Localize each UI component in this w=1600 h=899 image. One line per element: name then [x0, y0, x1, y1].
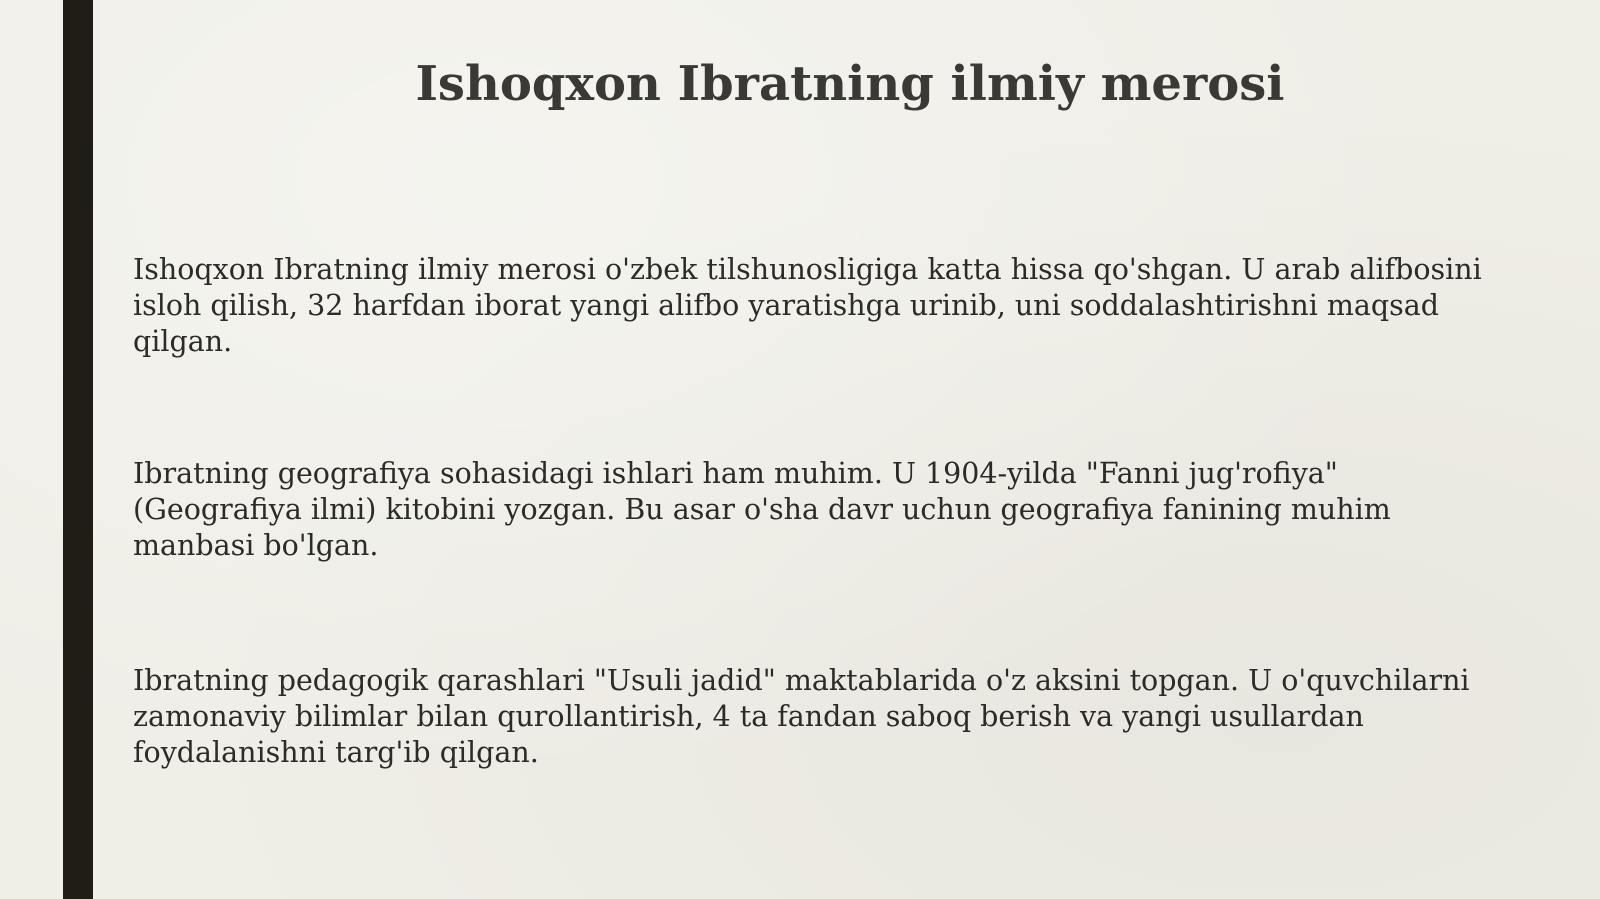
paragraph-linguistics: Ishoqxon Ibratning ilmiy merosi o'zbek tilshunosligiga katta hissa qo'shgan. U arab alifbosini isloh qilish, 32 harfdan iborat yangi alifbo yaratishga urinib, uni soddalashtirishni maqsad qilgan.: [133, 253, 1482, 358]
slide-title: Ishoqxon Ibratning ilmiy merosi: [415, 56, 1285, 112]
accent-bar: [63, 0, 93, 899]
paragraph-pedagogy: Ibratning pedagogik qarashlari "Usuli jadid" maktablarida o'z aksini topgan. U o'quvchilarni zamonaviy bilimlar bilan qurollantirish, 4 ta fandan saboq berish va yangi usullardan foydalanishni targ'ib qilgan.: [133, 664, 1470, 769]
paragraph-geography: Ibratning geografiya sohasidagi ishlari ham muhim. U 1904-yilda "Fanni jug'rofiya" (Geografiya ilmi) kitobini yozgan. Bu asar o'sha davr uchun geografiya fanining muhim manbasi bo'lgan.: [133, 457, 1391, 562]
